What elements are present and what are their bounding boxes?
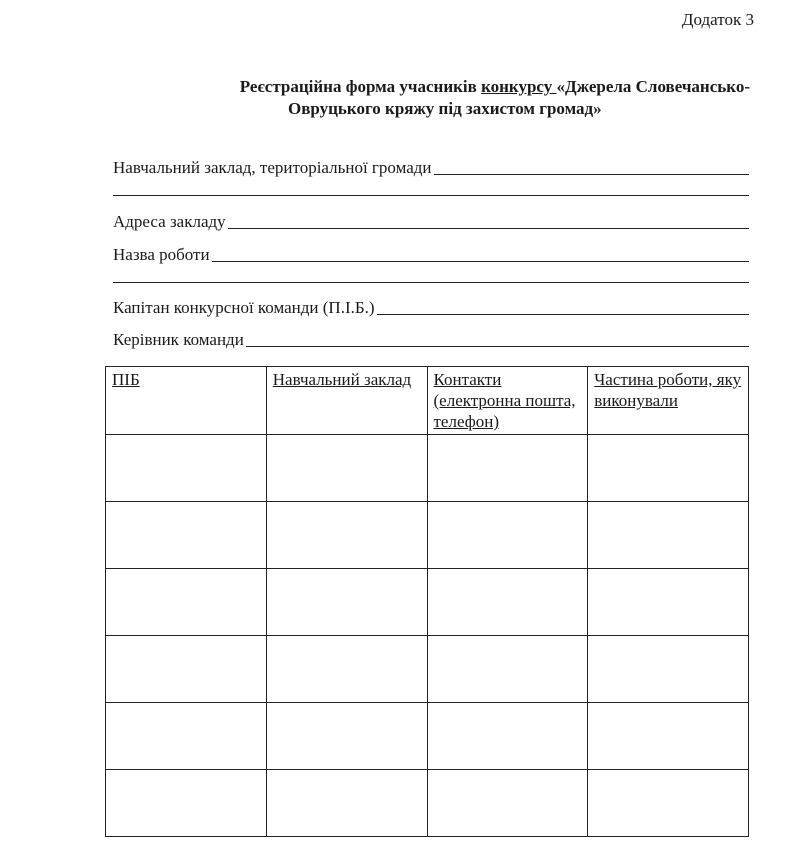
header-work-part: Частина роботи, яку виконували (588, 367, 749, 435)
work-title-field (113, 243, 749, 265)
table-cell[interactable] (106, 703, 267, 770)
header-contacts: Контакти (електронна пошта, телефон) (427, 367, 588, 435)
address-field (113, 210, 749, 232)
table-row (106, 502, 749, 569)
captain-input-line[interactable] (377, 296, 749, 315)
title-suffix: «Джерела Словечансько- (556, 77, 750, 96)
work-title-input-line[interactable] (212, 243, 749, 262)
supervisor-input-line[interactable] (246, 328, 749, 347)
table-cell[interactable] (427, 636, 588, 703)
table-cell[interactable] (106, 770, 267, 837)
form-title (120, 76, 780, 120)
table-cell[interactable] (266, 636, 427, 703)
table-row (106, 770, 749, 837)
header-institution: Навчальний заклад (266, 367, 427, 435)
table-cell[interactable] (266, 435, 427, 502)
institution-label: Навчальний заклад, територіальної громади (113, 158, 432, 177)
table-cell[interactable] (588, 703, 749, 770)
captain-label: Капітан конкурсної команди (П.І.Б.) (113, 298, 375, 317)
table-cell[interactable] (588, 502, 749, 569)
table-cell[interactable] (266, 502, 427, 569)
captain-field (113, 296, 749, 318)
table-cell[interactable] (266, 703, 427, 770)
work-title-label: Назва роботи (113, 245, 210, 264)
table-row (106, 569, 749, 636)
header-name: ПІБ (106, 367, 267, 435)
institution-continuation-line[interactable] (113, 195, 749, 196)
table-row (106, 636, 749, 703)
table-cell[interactable] (427, 435, 588, 502)
institution-field (113, 156, 749, 178)
table-cell[interactable] (266, 770, 427, 837)
title-line-2: Овруцького кряжу під захистом громад» (288, 99, 602, 118)
table-cell[interactable] (427, 770, 588, 837)
address-input-line[interactable] (228, 210, 749, 229)
table-cell[interactable] (427, 703, 588, 770)
table-cell[interactable] (106, 435, 267, 502)
title-prefix: Реєстраційна форма учасників (239, 77, 482, 96)
participants-table (105, 366, 749, 837)
title-underlined-word: конкурсу (481, 77, 557, 96)
table-cell[interactable] (588, 770, 749, 837)
table-cell[interactable] (106, 636, 267, 703)
title-line-1 (120, 76, 780, 98)
appendix-label: Додаток 3 (681, 10, 754, 29)
table-cell[interactable] (106, 569, 267, 636)
table-cell[interactable] (588, 569, 749, 636)
table-cell[interactable] (588, 636, 749, 703)
address-label: Адреса закладу (113, 212, 226, 231)
table-cell[interactable] (106, 502, 267, 569)
work-title-continuation-line[interactable] (113, 282, 749, 283)
table-row (106, 703, 749, 770)
table-cell[interactable] (427, 502, 588, 569)
table-cell[interactable] (588, 435, 749, 502)
table-row (106, 435, 749, 502)
supervisor-field (113, 328, 749, 350)
table-header-row (106, 367, 749, 435)
table-cell[interactable] (266, 569, 427, 636)
table-cell[interactable] (427, 569, 588, 636)
supervisor-label: Керівник команди (113, 330, 244, 349)
institution-input-line[interactable] (434, 156, 749, 175)
